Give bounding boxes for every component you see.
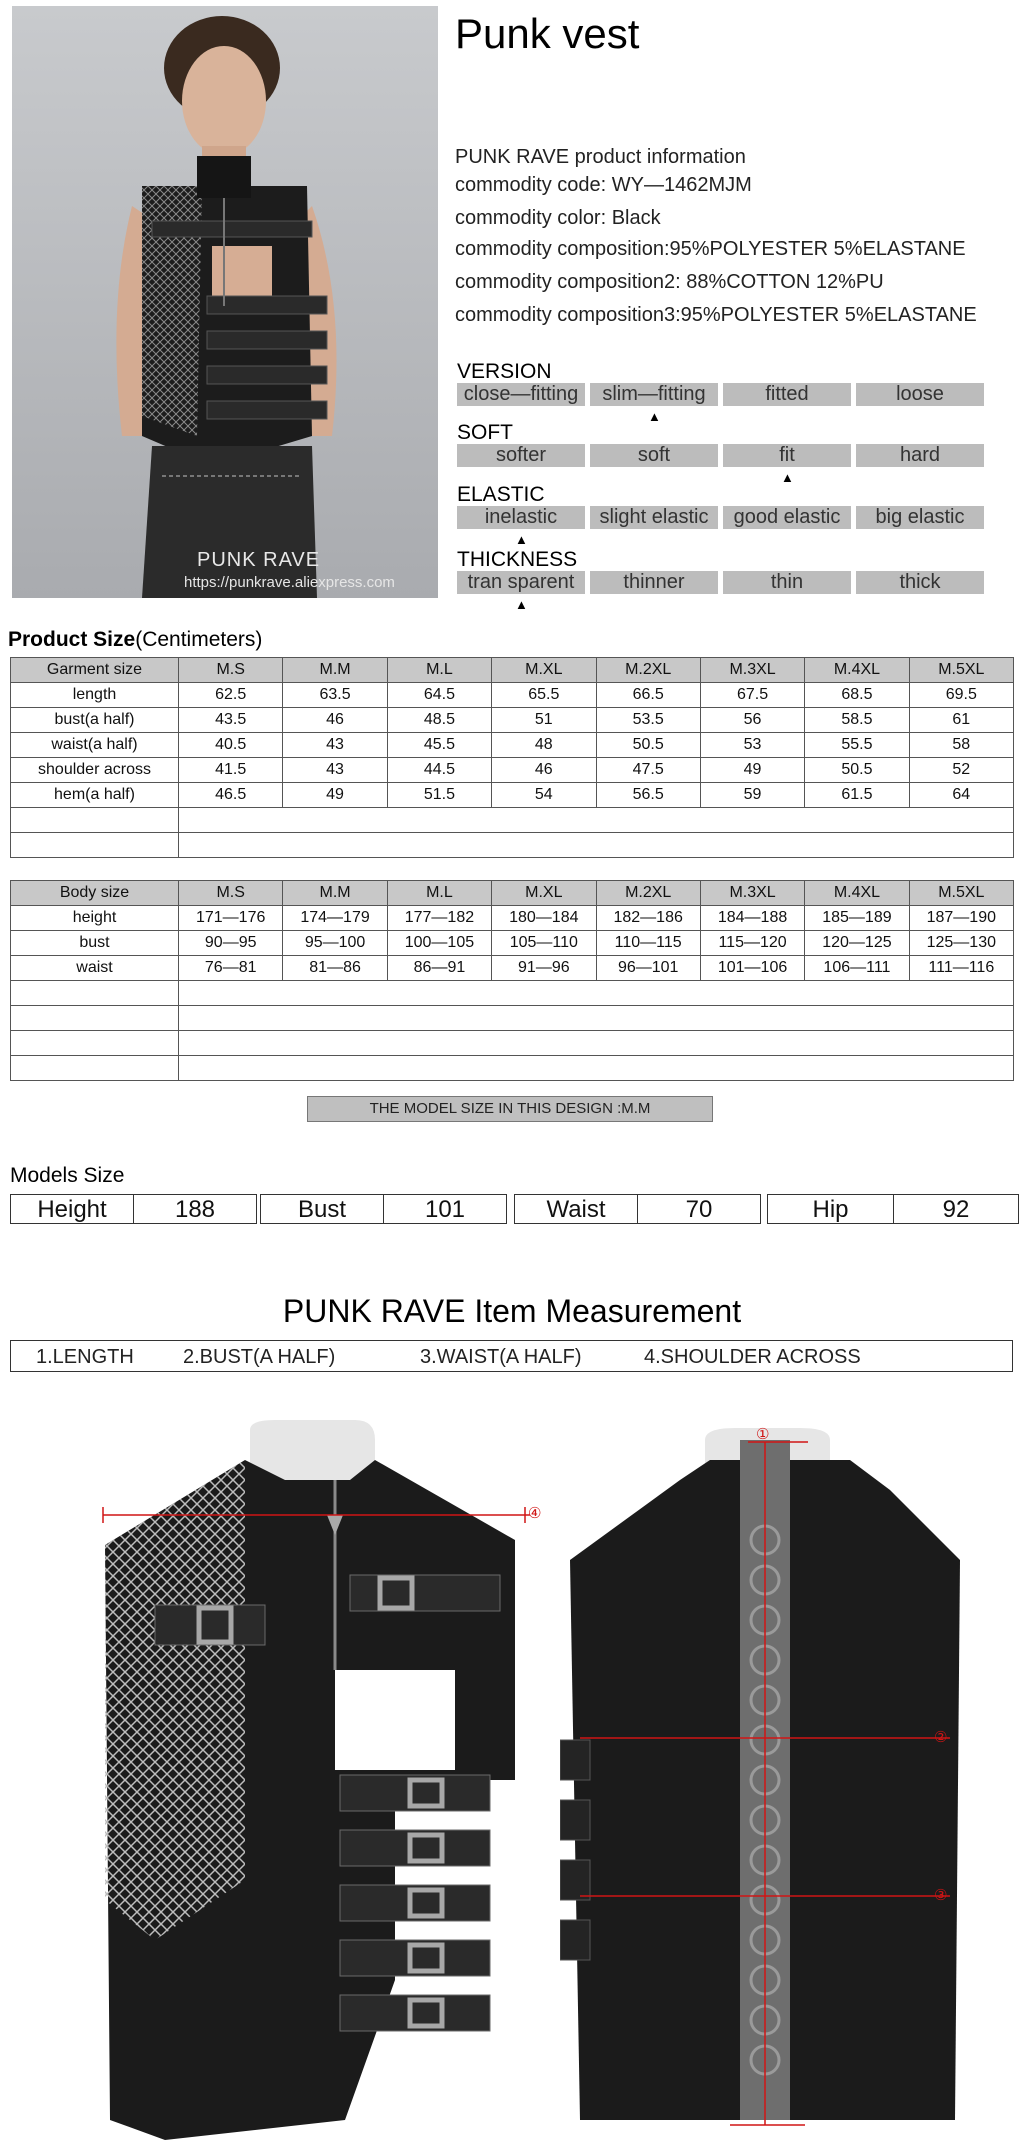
table-cell: 68.5 (805, 683, 909, 708)
product-size-heading: Product Size (8, 628, 136, 651)
measurement-item-bust: 2.BUST(A HALF) (183, 1346, 336, 1368)
table-cell: 56.5 (596, 783, 700, 808)
table-cell: 100—105 (387, 931, 491, 956)
table-empty-row (11, 1031, 1014, 1056)
attr-option: tran sparent (457, 571, 585, 594)
model-size-note: THE MODEL SIZE IN THIS DESIGN :M.M (307, 1096, 713, 1122)
body-size-table (10, 880, 1014, 1081)
attr-option: softer (457, 444, 585, 467)
table-header-cell: M.2XL (596, 881, 700, 906)
table-cell: 106—111 (805, 956, 909, 981)
table-cell: length (11, 683, 179, 708)
table-row (11, 758, 1014, 783)
table-cell: 69.5 (909, 683, 1013, 708)
models-size-label: Height (10, 1194, 134, 1224)
table-cell (11, 1031, 179, 1056)
table-cell (11, 833, 179, 858)
table-cell (179, 1031, 1014, 1056)
table-cell: 120—125 (805, 931, 909, 956)
models-size-value: 70 (637, 1194, 761, 1224)
table-cell: 44.5 (387, 758, 491, 783)
table-cell: 115—120 (700, 931, 804, 956)
table-cell: 59 (700, 783, 804, 808)
commodity-composition3: commodity composition3:95%POLYESTER 5%ELASTANE (455, 304, 977, 326)
attr-option: slight elastic (590, 506, 718, 529)
table-cell: 177—182 (387, 906, 491, 931)
table-row (11, 733, 1014, 758)
marker-shoulder: ④ (528, 1505, 542, 1522)
commodity-color: commodity color: Black (455, 207, 661, 229)
table-cell: 43 (283, 758, 387, 783)
table-cell: 46 (283, 708, 387, 733)
table-cell: height (11, 906, 179, 931)
table-cell: 50.5 (596, 733, 700, 758)
table-cell: 184—188 (700, 906, 804, 931)
table-cell: 180—184 (492, 906, 596, 931)
table-cell (11, 981, 179, 1006)
models-size-label: Hip (767, 1194, 894, 1224)
table-cell: 53 (700, 733, 804, 758)
table-cell (179, 981, 1014, 1006)
marker-bust: ② (934, 1729, 948, 1746)
table-header-cell: Body size (11, 881, 179, 906)
table-cell: waist(a half) (11, 733, 179, 758)
table-cell: 45.5 (387, 733, 491, 758)
table-cell (179, 808, 1014, 833)
table-cell: 86—91 (387, 956, 491, 981)
table-cell: 90—95 (179, 931, 283, 956)
table-cell: 49 (700, 758, 804, 783)
attr-option: big elastic (856, 506, 984, 529)
attr-option: soft (590, 444, 718, 467)
table-cell: 55.5 (805, 733, 909, 758)
table-cell: 64.5 (387, 683, 491, 708)
table-cell: 46.5 (179, 783, 283, 808)
table-cell: 58.5 (805, 708, 909, 733)
table-cell: 48.5 (387, 708, 491, 733)
table-cell: 49 (283, 783, 387, 808)
table-cell: 47.5 (596, 758, 700, 783)
table-cell: 67.5 (700, 683, 804, 708)
table-cell: 185—189 (805, 906, 909, 931)
models-size-label: Waist (514, 1194, 638, 1224)
table-cell: 110—115 (596, 931, 700, 956)
table-header-cell: M.S (179, 881, 283, 906)
table-cell: 171—176 (179, 906, 283, 931)
table-cell: 50.5 (805, 758, 909, 783)
commodity-composition2: commodity composition2: 88%COTTON 12%PU (455, 271, 884, 293)
table-cell: waist (11, 956, 179, 981)
product-title: Punk vest (455, 10, 640, 57)
table-cell: 65.5 (492, 683, 596, 708)
table-cell: 48 (492, 733, 596, 758)
photo-watermark: PUNK RAVE (197, 549, 321, 571)
table-row (11, 906, 1014, 931)
table-empty-row (11, 1006, 1014, 1031)
table-cell (11, 1006, 179, 1031)
table-cell: 41.5 (179, 758, 283, 783)
table-cell: 96—101 (596, 956, 700, 981)
table-cell (179, 833, 1014, 858)
attr-selected-marker: ▲ (648, 409, 661, 424)
table-cell: 51 (492, 708, 596, 733)
table-cell: 46 (492, 758, 596, 783)
table-cell: 40.5 (179, 733, 283, 758)
table-cell: 174—179 (283, 906, 387, 931)
table-cell: 95—100 (283, 931, 387, 956)
attr-selected-marker: ▲ (515, 532, 528, 547)
table-cell: 43.5 (179, 708, 283, 733)
attr-label-elastic: ELASTIC (457, 483, 545, 506)
table-header-cell: M.L (387, 658, 491, 683)
table-row (11, 683, 1014, 708)
table-cell: 91—96 (492, 956, 596, 981)
table-cell: 125—130 (909, 931, 1013, 956)
table-cell: 62.5 (179, 683, 283, 708)
table-cell: 61.5 (805, 783, 909, 808)
attr-option: thinner (590, 571, 718, 594)
attr-option: close—fitting (457, 383, 585, 406)
table-header-cell: M.3XL (700, 881, 804, 906)
table-cell: 187—190 (909, 906, 1013, 931)
models-size-label: Bust (260, 1194, 384, 1224)
table-header-cell: M.XL (492, 658, 596, 683)
table-header-row (11, 881, 1014, 906)
table-cell: 76—81 (179, 956, 283, 981)
table-cell (11, 1056, 179, 1081)
product-photo (12, 6, 438, 598)
table-empty-row (11, 833, 1014, 858)
attr-selected-marker: ▲ (781, 470, 794, 485)
attr-option: slim—fitting (590, 383, 718, 406)
vest-front-diagram (95, 1420, 535, 2140)
commodity-code: commodity code: WY—1462MJM (455, 174, 752, 196)
table-header-cell: Garment size (11, 658, 179, 683)
table-cell: 182—186 (596, 906, 700, 931)
attr-option: good elastic (723, 506, 851, 529)
measurement-title: PUNK RAVE Item Measurement (282, 1293, 742, 1329)
table-cell: 64 (909, 783, 1013, 808)
table-row (11, 708, 1014, 733)
table-cell: 111—116 (909, 956, 1013, 981)
table-cell: 105—110 (492, 931, 596, 956)
table-empty-row (11, 1056, 1014, 1081)
attr-option: hard (856, 444, 984, 467)
attr-option: fitted (723, 383, 851, 406)
product-info-heading: PUNK RAVE product information (455, 146, 746, 168)
photo-watermark-url: https://punkrave.aliexpress.com (184, 574, 395, 591)
table-cell (11, 808, 179, 833)
attr-selected-marker: ▲ (515, 597, 528, 612)
table-header-cell: M.L (387, 881, 491, 906)
vest-back-diagram (560, 1420, 1000, 2140)
models-size-value: 188 (133, 1194, 257, 1224)
table-header-cell: M.3XL (700, 658, 804, 683)
table-header-cell: M.S (179, 658, 283, 683)
table-cell: bust(a half) (11, 708, 179, 733)
table-cell (179, 1006, 1014, 1031)
table-cell: 43 (283, 733, 387, 758)
table-cell: 51.5 (387, 783, 491, 808)
attr-option: thin (723, 571, 851, 594)
attr-option: thick (856, 571, 984, 594)
table-header-cell: M.M (283, 658, 387, 683)
table-row (11, 783, 1014, 808)
table-header-cell: M.M (283, 881, 387, 906)
table-cell: 61 (909, 708, 1013, 733)
table-cell: shoulder across (11, 758, 179, 783)
table-cell: 54 (492, 783, 596, 808)
table-header-cell: M.4XL (805, 658, 909, 683)
table-cell: 52 (909, 758, 1013, 783)
table-cell: 81—86 (283, 956, 387, 981)
table-empty-row (11, 981, 1014, 1006)
measurement-item-length: 1.LENGTH (36, 1346, 134, 1368)
table-header-cell: M.5XL (909, 881, 1013, 906)
models-size-value: 101 (383, 1194, 507, 1224)
attr-option: loose (856, 383, 984, 406)
attr-option: inelastic (457, 506, 585, 529)
table-cell: 53.5 (596, 708, 700, 733)
measurement-item-waist: 3.WAIST(A HALF) (420, 1346, 582, 1368)
marker-waist: ③ (934, 1887, 948, 1904)
table-cell: bust (11, 931, 179, 956)
table-row (11, 931, 1014, 956)
table-header-cell: M.XL (492, 881, 596, 906)
table-cell: hem(a half) (11, 783, 179, 808)
commodity-composition: commodity composition:95%POLYESTER 5%ELASTANE (455, 238, 966, 260)
product-size-unit: (Centimeters) (135, 628, 263, 651)
table-cell: 58 (909, 733, 1013, 758)
table-header-cell: M.2XL (596, 658, 700, 683)
table-header-cell: M.5XL (909, 658, 1013, 683)
table-cell: 63.5 (283, 683, 387, 708)
table-row (11, 956, 1014, 981)
models-size-title: Models Size (10, 1164, 125, 1187)
table-cell (179, 1056, 1014, 1081)
models-size-value: 92 (893, 1194, 1019, 1224)
table-empty-row (11, 808, 1014, 833)
product-size-title (8, 628, 262, 652)
table-cell: 101—106 (700, 956, 804, 981)
marker-length: ① (756, 1426, 770, 1443)
attr-label-soft: SOFT (457, 421, 513, 444)
table-header-cell: M.4XL (805, 881, 909, 906)
attr-label-version: VERSION (457, 360, 552, 383)
table-cell: 66.5 (596, 683, 700, 708)
model-illustration (12, 6, 438, 598)
measurement-item-shoulder: 4.SHOULDER ACROSS (644, 1346, 861, 1368)
table-cell: 56 (700, 708, 804, 733)
attr-label-thickness: THICKNESS (457, 548, 578, 571)
attr-option: fit (723, 444, 851, 467)
product-size-table (10, 657, 1014, 858)
table-header-row (11, 658, 1014, 683)
